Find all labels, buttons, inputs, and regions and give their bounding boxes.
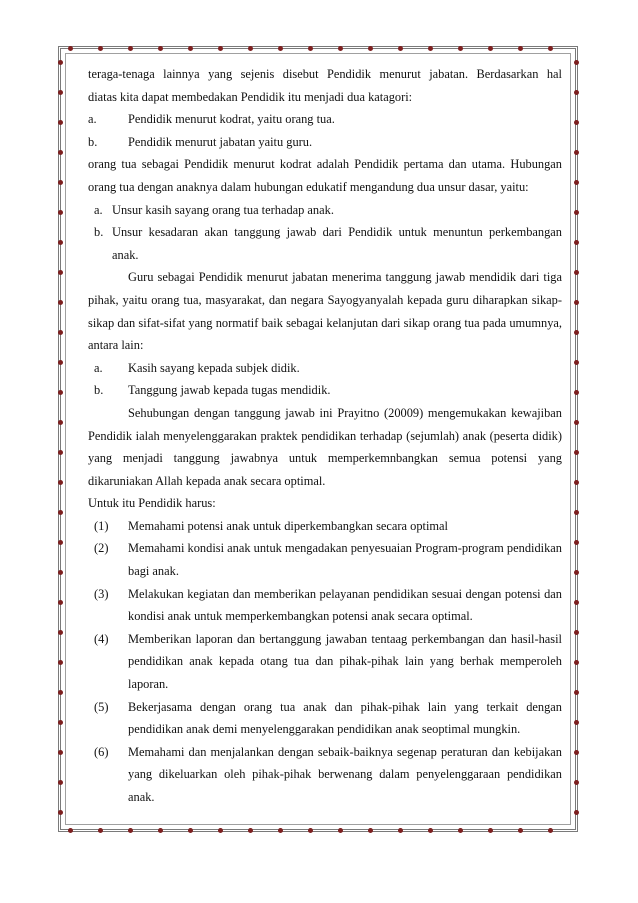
- ornament-dot: [574, 810, 579, 815]
- ornament-dot: [278, 828, 283, 833]
- ornament-dot: [58, 270, 63, 275]
- ornament-dot: [574, 240, 579, 245]
- prayitno-paragraph: Sehubungan dengan tanggung jawab ini Prayitno (20009) mengemukakan kewajiban Pendidik ialah menyelenggarakan praktek pendidikan terhadap (sejumlah) anak (peserta didik) yang menjadi tanggung jawabnya untuk memperkemnbangkan semua potensi yang dikaruniakan Allah kepada anak secara optimal.: [88, 405, 562, 488]
- ornament-dot: [58, 600, 63, 605]
- ornament-dot: [574, 750, 579, 755]
- list-text: Memahami dan menjalankan dengan sebaik-baiknya segenap peraturan dan kebijakan yang dikeluarkan oleh pihak-pihak berwenang dalam penyelenggaraan pendidikan anak.: [128, 744, 562, 804]
- harus-item: [88, 741, 562, 809]
- ornament-dot: [574, 480, 579, 485]
- ornament-dot: [548, 828, 553, 833]
- ornament-dot: [98, 828, 103, 833]
- ornament-dot: [398, 46, 403, 51]
- list-text: Melakukan kegiatan dan memberikan pelayanan pendidikan sesuai dengan potensi dan kondisi anak untuk memperkembangkan potensi anak secara optimal.: [128, 586, 562, 624]
- ornament-dot: [158, 828, 163, 833]
- ornament-dot: [58, 180, 63, 185]
- ornament-dot: [398, 828, 403, 833]
- ornament-dot: [574, 450, 579, 455]
- list-text: Pendidik menurut kodrat, yaitu orang tua.: [128, 112, 335, 127]
- list-text: Memahami potensi anak untuk diperkembangkan secara optimal: [128, 518, 448, 533]
- list-text: Tanggung jawab kepada tugas mendidik.: [128, 383, 331, 398]
- list-text: Unsur kesadaran akan tanggung jawab dari Pendidik untuk menuntun perkembangan anak.: [112, 225, 562, 262]
- list-marker: (3): [94, 586, 109, 601]
- ornament-dot: [338, 46, 343, 51]
- ornament-dot: [574, 720, 579, 725]
- ornament-dot: [574, 600, 579, 605]
- ornament-dot: [458, 46, 463, 51]
- ornament-dot: [428, 46, 433, 51]
- ornament-dot: [428, 828, 433, 833]
- ornament-dot: [58, 510, 63, 515]
- ornament-dot: [574, 210, 579, 215]
- ornament-dot: [188, 46, 193, 51]
- ornament-dot: [574, 60, 579, 65]
- ornament-dot: [58, 540, 63, 545]
- ornament-dot: [574, 330, 579, 335]
- ornament-dot: [574, 120, 579, 125]
- ornament-dot: [58, 420, 63, 425]
- unsur-item: [88, 199, 562, 222]
- ornament-dot: [128, 46, 133, 51]
- ornament-dot: [574, 690, 579, 695]
- harus-item: [88, 628, 562, 696]
- list-text: Kasih sayang kepada subjek didik.: [128, 360, 300, 375]
- list-text: Unsur kasih sayang orang tua terhadap anak.: [112, 202, 334, 217]
- ornament-dot: [574, 180, 579, 185]
- list-text: Pendidik menurut jabatan yaitu guru.: [128, 134, 313, 149]
- ornament-dot: [278, 46, 283, 51]
- ornament-dot: [458, 828, 463, 833]
- ornament-dot: [574, 90, 579, 95]
- ornament-dot: [518, 46, 523, 51]
- harus-item: [88, 583, 562, 628]
- ornament-dot: [574, 390, 579, 395]
- ornament-dot: [574, 780, 579, 785]
- unsur-item: [88, 221, 562, 266]
- list-marker: b.: [94, 383, 104, 398]
- ornament-dot: [188, 828, 193, 833]
- ornament-dot: [574, 630, 579, 635]
- sikap-item: [88, 357, 562, 380]
- list-marker: (1): [94, 518, 109, 533]
- kategori-item: [88, 131, 562, 154]
- ornament-dot: [368, 46, 373, 51]
- ornament-dot: [58, 330, 63, 335]
- ornament-dot: [58, 750, 63, 755]
- ornament-dot: [368, 828, 373, 833]
- ornament-dot: [574, 360, 579, 365]
- orangtua-paragraph: orang tua sebagai Pendidik menurut kodrat adalah Pendidik pertama dan utama. Hubungan orang tua dengan anaknya dalam hubungan edukatif mengandung dua unsur dasar, yaitu:: [88, 157, 562, 194]
- ornament-dot: [338, 828, 343, 833]
- list-marker: b.: [88, 134, 98, 149]
- ornament-dot: [248, 828, 253, 833]
- ornament-dot: [58, 810, 63, 815]
- guru-paragraph: Guru sebagai Pendidik menurut jabatan menerima tanggung jawab mendidik dari tiga pihak, yaitu orang tua, masyarakat, dan negara Sayogyanyalah kepada guru diharapkan sikap-sikap dan sifat-sifat yang normatif baik sebagai kelanjutan dari sikap orang tua pada umumnya, antara lain:: [88, 270, 562, 353]
- ornament-dot: [58, 120, 63, 125]
- ornament-dot: [58, 720, 63, 725]
- list-marker: (2): [94, 541, 109, 556]
- ornament-dot: [58, 360, 63, 365]
- ornament-dot: [574, 540, 579, 545]
- ornament-dot: [58, 480, 63, 485]
- ornament-dot: [58, 630, 63, 635]
- ornament-dot: [58, 240, 63, 245]
- ornament-dot: [218, 828, 223, 833]
- list-text: Bekerjasama dengan orang tua anak dan pihak-pihak lain yang terkait dengan pendidikan anak demi menyelenggarakan pendidikan anak seoptimal mungkin.: [128, 699, 562, 737]
- list-marker: a.: [88, 112, 97, 127]
- ornament-dot: [548, 46, 553, 51]
- ornament-dot: [574, 660, 579, 665]
- ornament-dot: [58, 780, 63, 785]
- harus-item: [88, 537, 562, 582]
- ornament-dot: [58, 210, 63, 215]
- ornament-dot: [574, 150, 579, 155]
- ornament-dot: [58, 60, 63, 65]
- ornament-dot: [574, 300, 579, 305]
- list-marker: a.: [94, 202, 103, 217]
- ornament-dot: [488, 828, 493, 833]
- intro-line-2: diatas kita dapat membedakan Pendidik itu menjadi dua katagori:: [88, 89, 413, 104]
- ornament-dot: [68, 46, 73, 51]
- harus-item: [88, 696, 562, 741]
- ornament-dot: [218, 46, 223, 51]
- document-body: [88, 63, 562, 809]
- ornament-dot: [574, 510, 579, 515]
- list-marker: b.: [94, 225, 104, 240]
- list-text: Memberikan laporan dan bertanggung jawaban tentaag perkembangan dan hasil-hasil pendidikan anak kepada otang tua dan pihak-pihak lain yang berhak memperoleh laporan.: [128, 631, 562, 692]
- list-marker: (4): [94, 631, 109, 646]
- ornament-dot: [574, 270, 579, 275]
- ornament-dot: [98, 46, 103, 51]
- list-marker: a.: [94, 360, 103, 375]
- ornament-dot: [128, 828, 133, 833]
- ornament-dot: [58, 660, 63, 665]
- list-marker: (5): [94, 699, 109, 714]
- list-text: Memahami kondisi anak untuk mengadakan penyesuaian Program-program pendidikan bagi anak.: [128, 541, 562, 579]
- ornament-dot: [58, 690, 63, 695]
- sikap-item: [88, 379, 562, 402]
- ornament-dot: [68, 828, 73, 833]
- ornament-dot: [308, 46, 313, 51]
- kategori-item: [88, 108, 562, 131]
- harus-item: [88, 515, 562, 538]
- harus-heading: Untuk itu Pendidik harus:: [88, 496, 216, 511]
- ornament-dot: [574, 570, 579, 575]
- ornament-dot: [58, 90, 63, 95]
- ornament-dot: [574, 420, 579, 425]
- ornament-dot: [158, 46, 163, 51]
- ornament-dot: [58, 390, 63, 395]
- ornament-dot: [58, 150, 63, 155]
- ornament-dot: [308, 828, 313, 833]
- list-marker: (6): [94, 744, 109, 759]
- ornament-dot: [248, 46, 253, 51]
- ornament-dot: [58, 570, 63, 575]
- intro-line-1: teraga-tenaga lainnya yang sejenis disebut Pendidik menurut jabatan. Berdasarkan hal: [88, 67, 562, 81]
- ornament-dot: [58, 450, 63, 455]
- ornament-dot: [488, 46, 493, 51]
- ornament-dot: [58, 300, 63, 305]
- ornament-dot: [518, 828, 523, 833]
